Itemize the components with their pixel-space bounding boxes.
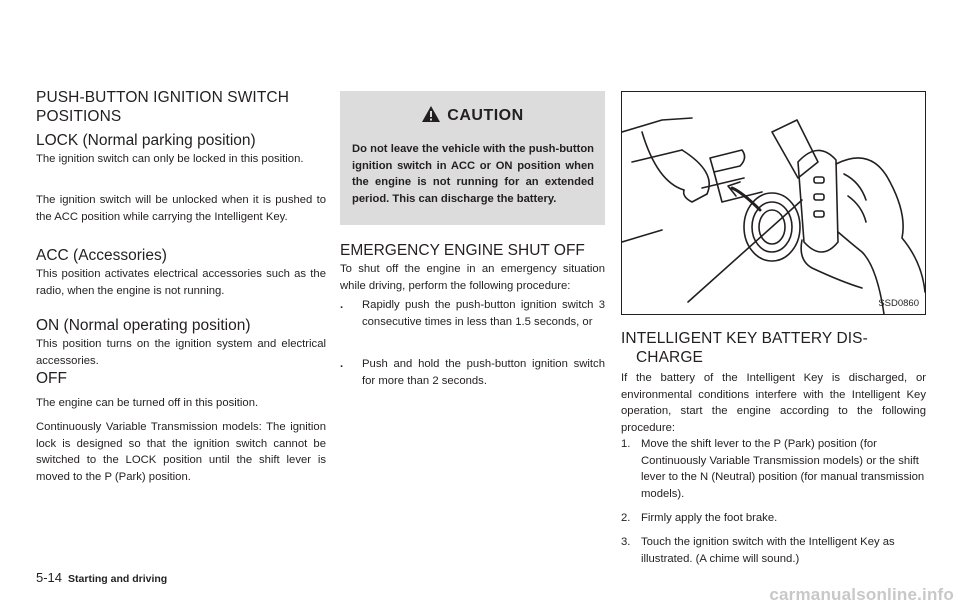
on-heading: ON (Normal operating position) bbox=[36, 317, 251, 334]
list-item bbox=[621, 534, 926, 568]
step-text: Touch the ignition switch with the Intelligent Key as illustrated. (A chime will sound.) bbox=[641, 536, 895, 565]
caution-title-text: CAUTION bbox=[447, 107, 524, 124]
main-heading bbox=[36, 88, 289, 126]
acc-paragraph: This position activates electrical accessories such as the radio, when the engine is not running. bbox=[36, 268, 326, 297]
emergency-heading: EMERGENCY ENGINE SHUT OFF bbox=[340, 242, 585, 259]
emergency-intro: To shut off the engine in an emergency situation while driving, perform the following procedure: bbox=[340, 263, 605, 292]
off-paragraph-2: Continuously Variable Transmission models: The ignition lock is designed so that the ignition switch cannot be switched to the LOCK position until the shift lever is moved to the P (Park) position. bbox=[36, 421, 326, 483]
page-number: 5-14 bbox=[36, 570, 63, 585]
off-heading: OFF bbox=[36, 370, 67, 387]
battery-heading-line-1: INTELLIGENT KEY BATTERY DIS- bbox=[621, 330, 868, 347]
acc-heading: ACC (Accessories) bbox=[36, 247, 167, 264]
step-number: 3. bbox=[621, 536, 631, 548]
battery-heading-line-2: CHARGE bbox=[636, 349, 703, 366]
battery-intro: If the battery of the Intelligent Key is discharged, or environmental conditions interfere with the Intelligent Key operation, start the engine according to the following procedure: bbox=[621, 372, 926, 434]
step-text: Move the shift lever to the P (Park) position (for Continuously Variable Transmission models) or the shift lever to the N (Neutral) position (for manual transmission models). bbox=[641, 438, 925, 500]
list-item bbox=[621, 510, 926, 527]
section-title: Starting and driving bbox=[68, 573, 168, 585]
key-illustration bbox=[621, 91, 926, 315]
list-item bbox=[340, 297, 605, 347]
main-heading-line-1: PUSH-BUTTON IGNITION SWITCH bbox=[36, 89, 289, 106]
list-item bbox=[340, 356, 605, 390]
lock-heading: LOCK (Normal parking position) bbox=[36, 132, 256, 149]
bullet-dot: . bbox=[340, 358, 344, 370]
caution-title bbox=[340, 105, 605, 128]
watermark: carmanualsonline.info bbox=[769, 585, 954, 604]
list-item bbox=[621, 436, 926, 502]
warning-triangle-icon bbox=[421, 105, 441, 128]
off-paragraph-1: The engine can be turned off in this position. bbox=[36, 397, 259, 409]
lock-paragraph-1: The ignition switch can only be locked in this position. bbox=[36, 153, 304, 165]
step-number: 1. bbox=[621, 438, 631, 450]
battery-heading bbox=[621, 329, 868, 367]
page-footer bbox=[36, 570, 167, 585]
bullet-text: Push and hold the push-button ignition switch for more than 2 seconds. bbox=[362, 358, 605, 387]
main-heading-line-2: POSITIONS bbox=[36, 108, 122, 125]
step-number: 2. bbox=[621, 512, 631, 524]
key-touch-illustration bbox=[622, 92, 925, 314]
caution-box bbox=[340, 91, 605, 225]
lock-paragraph-2: The ignition switch will be unlocked when it is pushed to the ACC position while carrying the Intelligent Key. bbox=[36, 194, 326, 223]
step-text: Firmly apply the foot brake. bbox=[641, 512, 778, 524]
caution-text: Do not leave the vehicle with the push-button ignition switch in ACC or ON position when the engine is not running for an extended period. This can discharge the battery. bbox=[352, 143, 594, 205]
on-paragraph: This position turns on the ignition system and electrical accessories. bbox=[36, 338, 326, 367]
figure-code: SSD0860 bbox=[878, 298, 919, 309]
bullet-dot: . bbox=[340, 299, 344, 311]
bullet-text: Rapidly push the push-button ignition switch 3 consecutive times in less than 1.5 seconds, or bbox=[362, 299, 605, 328]
